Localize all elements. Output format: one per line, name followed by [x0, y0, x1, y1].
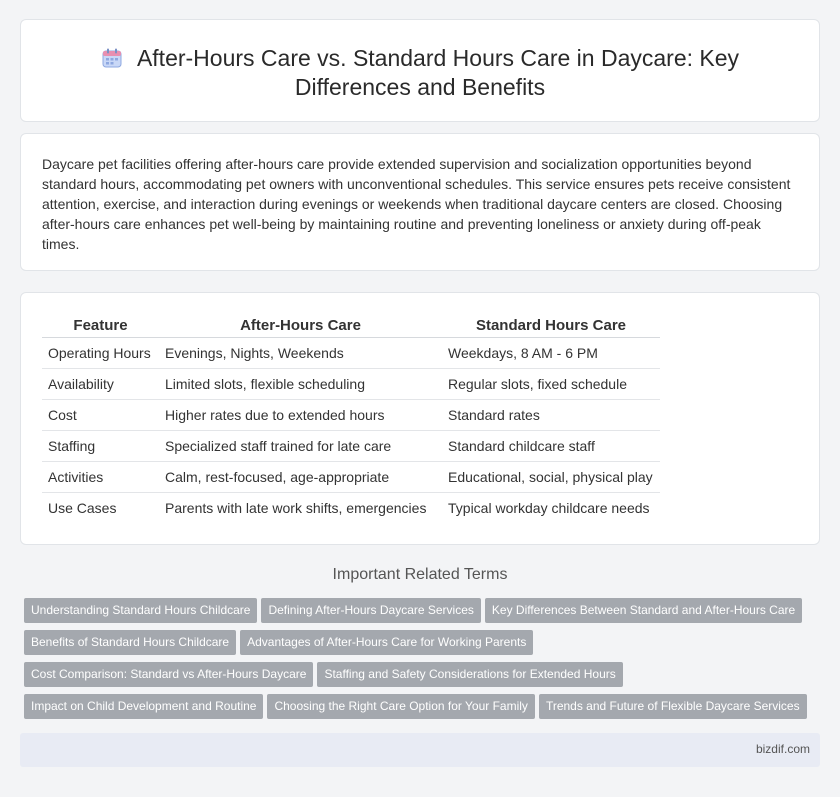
- intro-card: [20, 133, 820, 271]
- table-cell: Regular slots, fixed schedule: [442, 368, 660, 399]
- table-row: [42, 461, 660, 492]
- comparison-table: [42, 315, 660, 523]
- related-term-link[interactable]: Benefits of Standard Hours Childcare: [24, 630, 236, 655]
- footer-site-link[interactable]: bizdif.com: [755, 742, 810, 756]
- title-card: [20, 19, 820, 122]
- table-row: [42, 368, 660, 399]
- tag-row: [24, 598, 824, 630]
- related-term-link[interactable]: Staffing and Safety Considerations for Extended Hours: [317, 662, 622, 687]
- table-cell: Limited slots, flexible scheduling: [159, 368, 442, 399]
- tag-row: [24, 630, 824, 662]
- tag-row: [24, 694, 824, 726]
- related-term-link[interactable]: Choosing the Right Care Option for Your Family: [267, 694, 534, 719]
- header-after-hours: After-Hours Care: [159, 315, 442, 337]
- related-term-link[interactable]: Key Differences Between Standard and After-Hours Care: [485, 598, 802, 623]
- table-row: [42, 399, 660, 430]
- header-standard-hours: Standard Hours Care: [442, 315, 660, 337]
- related-terms-list: [24, 598, 824, 726]
- related-term-link[interactable]: Defining After-Hours Daycare Services: [261, 598, 480, 623]
- page-title-wrap: [21, 44, 819, 102]
- related-term-link[interactable]: Advantages of After-Hours Care for Working Parents: [240, 630, 533, 655]
- table-cell: Educational, social, physical play: [442, 461, 660, 492]
- related-term-link[interactable]: Cost Comparison: Standard vs After-Hours Daycare: [24, 662, 313, 687]
- intro-paragraph: Daycare pet facilities offering after-hours care provide extended supervision and socialization opportunities beyond standard hours, accommodating pet owners with unconventional schedules. This service ensures pets receive consistent attention, exercise, and interaction during evenings or weekends when traditional daycare centers are closed. Choosing after-hours care enhances pet well-being by maintaining routine and preventing loneliness or anxiety during off-peak times.: [42, 156, 791, 252]
- table-cell: Standard rates: [442, 399, 660, 430]
- related-term-link[interactable]: Impact on Child Development and Routine: [24, 694, 263, 719]
- page-title: After-Hours Care vs. Standard Hours Care in Daycare: Key Differences and Benefits: [136, 45, 740, 100]
- table-cell: Activities: [42, 461, 159, 492]
- table-cell: Specialized staff trained for late care: [159, 430, 442, 461]
- table-cell: Staffing: [42, 430, 159, 461]
- table-cell: Operating Hours: [42, 337, 159, 368]
- table-cell: Weekdays, 8 AM - 6 PM: [442, 337, 660, 368]
- table-cell: Availability: [42, 368, 159, 399]
- comparison-card: [20, 292, 820, 545]
- table-cell: Calm, rest-focused, age-appropriate: [159, 461, 442, 492]
- table-cell: Cost: [42, 399, 159, 430]
- tag-row: [24, 662, 824, 694]
- table-cell: Use Cases: [48, 499, 117, 516]
- table-cell: Evenings, Nights, Weekends: [159, 337, 442, 368]
- table-row: [42, 492, 660, 523]
- header-feature: Feature: [42, 315, 159, 337]
- table-cell: Parents with late work shifts, emergencies: [165, 499, 427, 516]
- table-cell: Typical workday childcare needs: [448, 499, 650, 516]
- table-cell: Higher rates due to extended hours: [159, 399, 442, 430]
- calendar-icon: [101, 47, 123, 69]
- table-header-row: [42, 315, 660, 337]
- table-row: [42, 430, 660, 461]
- related-term-link[interactable]: Trends and Future of Flexible Daycare Services: [539, 694, 807, 719]
- table-row: [42, 337, 660, 368]
- table-cell: Standard childcare staff: [442, 430, 660, 461]
- related-terms-title: Important Related Terms: [332, 566, 508, 583]
- related-term-link[interactable]: Understanding Standard Hours Childcare: [24, 598, 257, 623]
- footer: [20, 733, 820, 767]
